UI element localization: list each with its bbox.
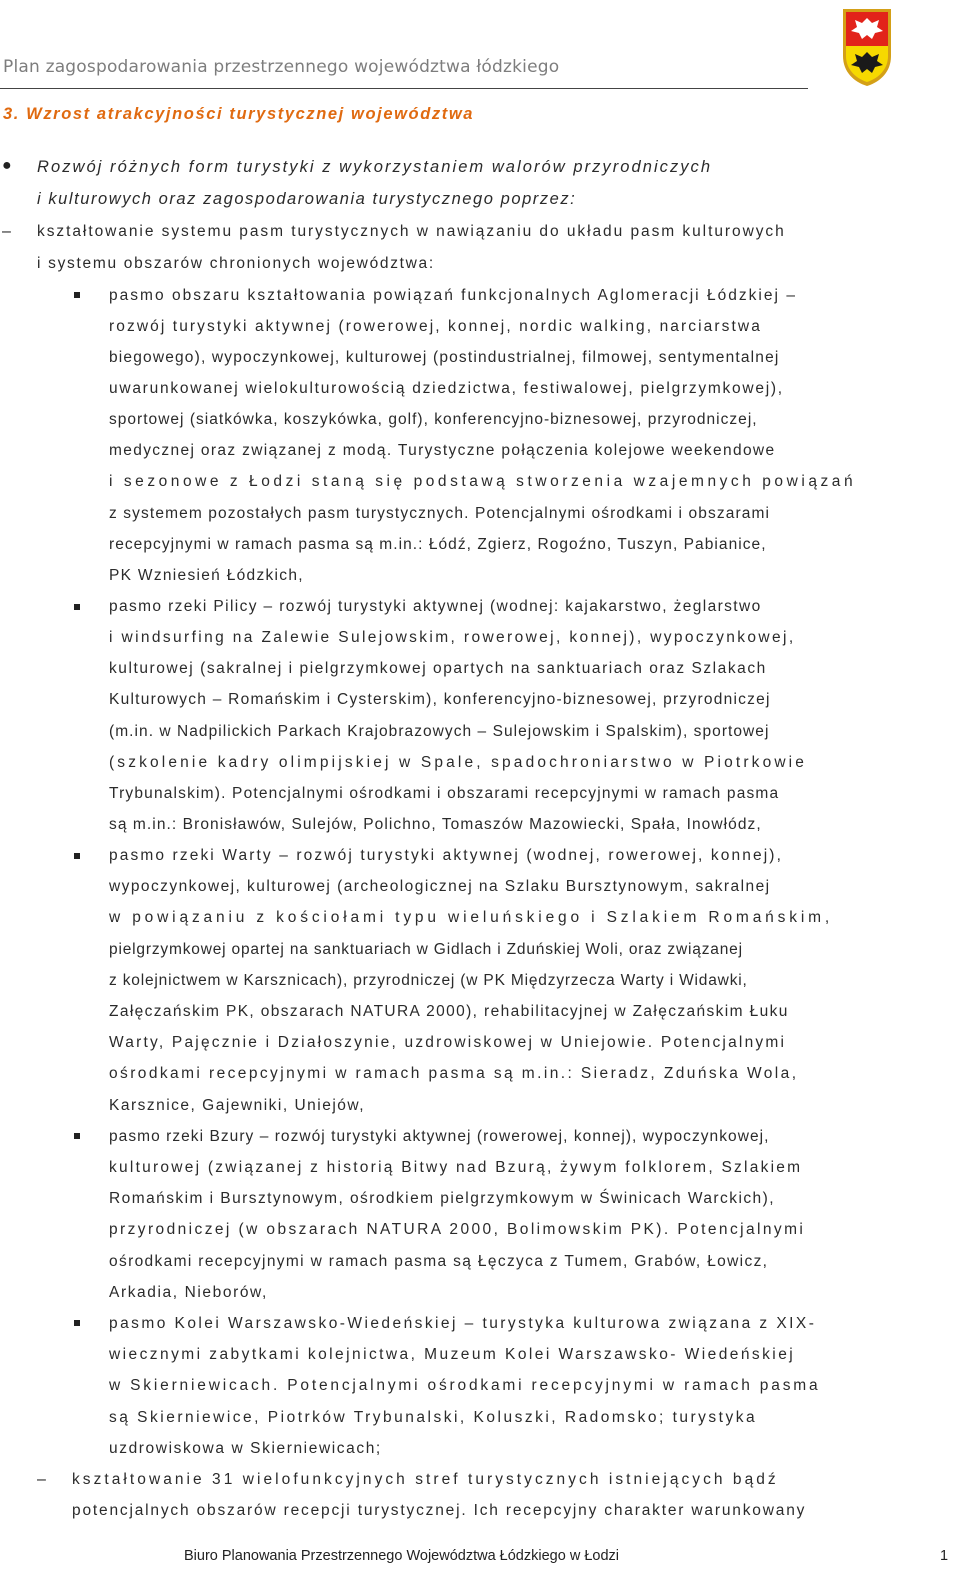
text-line: z kolejnictwem w Karsznicach), przyrodniczej (w PK Międzyrzecza Warty i Widawki, <box>109 972 748 989</box>
dash-marker-icon: – <box>37 1471 46 1488</box>
section-heading: 3. Wzrost atrakcyjności turystycznej województwa <box>3 105 475 123</box>
text-line: pielgrzymkowej opartej na sanktuariach w Gidlach i Zduńskiej Woli, oraz związanej <box>109 941 743 958</box>
text-line: przyrodniczej (w obszarach NATURA 2000, Bolimowskim PK). Potencjalnymi <box>109 1221 806 1238</box>
text-line: w powiązaniu z kościołami typu wieluńskiego i Szlakiem Romańskim, <box>109 909 834 926</box>
text-line: Romańskim i Bursztynowym, ośrodkiem pielgrzymkowym w Świnicach Warckich), <box>109 1190 775 1207</box>
text-line: uwarunkowanej wielokulturowością dziedzictwa, festiwalowej, pielgrzymkowej), <box>109 380 784 397</box>
text-line: pasmo rzeki Bzury – rozwój turystyki aktywnej (rowerowej, konnej), wypoczynkowej, <box>109 1128 770 1145</box>
dash-marker-icon: – <box>2 223 11 240</box>
bullet-dot-icon: ● <box>2 157 12 174</box>
text-line: sportowej (siatkówka, koszykówka, golf), konferencyjno-biznesowej, przyrodniczej, <box>109 411 758 428</box>
text-line: w Skierniewicach. Potencjalnymi ośrodkami recepcyjnymi w ramach pasma <box>109 1377 821 1394</box>
text-line: rozwój turystyki aktywnej (rowerowej, konnej, nordic walking, narciarstwa <box>109 318 762 335</box>
square-bullet-icon <box>74 292 80 298</box>
square-bullet-icon <box>74 853 80 859</box>
text-line: Karsznice, Gajewniki, Uniejów, <box>109 1097 366 1114</box>
text-line: i windsurfing na Zalewie Sulejowskim, rowerowej, konnej), wypoczynkowej, <box>109 629 796 646</box>
footer-text: Biuro Planowania Przestrzennego Województwa Łódzkiego w Łodzi <box>184 1548 619 1564</box>
text-line: kulturowej (związanej z historią Bitwy nad Bzurą, żywym folklorem, Szlakiem <box>109 1159 803 1176</box>
text-line: kształtowanie systemu pasm turystycznych w nawiązaniu do układu pasm kulturowych <box>37 223 786 240</box>
text-line: ośrodkami recepcyjnymi w ramach pasma są Łęczyca z Tumem, Grabów, Łowicz, <box>109 1253 769 1270</box>
text-line: potencjalnych obszarów recepcji turystycznej. Ich recepcyjny charakter warunkowany <box>72 1502 807 1519</box>
header-divider <box>0 88 808 89</box>
text-line: są m.in.: Bronisławów, Sulejów, Polichno, Tomaszów Mazowiecki, Spała, Inowłódz, <box>109 816 762 833</box>
text-line: Załęczańskim PK, obszarach NATURA 2000), rehabilitacyjnej w Załęczańskim Łuku <box>109 1003 789 1020</box>
text-line: wypoczynkowej, kulturowej (archeologicznej na Szlaku Bursztynowym, sakralnej <box>109 878 771 895</box>
text-line: wiecznymi zabytkami kolejnictwa, Muzeum Kolei Warszawsko- Wiedeńskiej <box>109 1346 796 1363</box>
text-line: i systemu obszarów chronionych województwa: <box>37 255 435 272</box>
text-line: pasmo obszaru kształtowania powiązań funkcjonalnych Aglomeracji Łódzkiej – <box>109 287 797 304</box>
text-line: PK Wzniesień Łódzkich, <box>109 567 304 584</box>
text-line: Trybunalskim). Potencjalnymi ośrodkami i obszarami recepcyjnymi w ramach pasma <box>109 785 780 802</box>
text-line: medycznej oraz związanej z modą. Turystyczne połączenia kolejowe weekendowe <box>109 442 776 459</box>
text-line: Warty, Pajęcznie i Działoszynie, uzdrowiskowej w Uniejowie. Potencjalnymi <box>109 1034 787 1051</box>
text-line: recepcyjnymi w ramach pasma są m.in.: Łódź, Zgierz, Rogoźno, Tuszyn, Pabianice, <box>109 536 767 553</box>
text-line: Rozwój różnych form turystyki z wykorzystaniem walorów przyrodniczych <box>37 158 713 176</box>
text-line: kulturowej (sakralnej i pielgrzymkowej opartych na sanktuariach oraz Szlakach <box>109 660 767 677</box>
text-line: uzdrowiskowa w Skierniewicach; <box>109 1440 382 1457</box>
text-line: z systemem pozostałych pasm turystycznych. Potencjalnymi ośrodkami i obszarami <box>109 505 771 522</box>
page-number: 1 <box>940 1548 949 1564</box>
text-line: biegowego), wypoczynkowej, kulturowej (postindustrialnej, filmowej, sentymentalnej <box>109 349 780 366</box>
text-line: pasmo rzeki Warty – rozwój turystyki aktywnej (wodnej, rowerowej, konnej), <box>109 847 784 864</box>
text-line: i sezonowe z Łodzi staną się podstawą stworzenia wzajemnych powiązań <box>109 473 857 490</box>
text-line: pasmo Kolei Warszawsko-Wiedeńskiej – turystyka kulturowa związana z XIX- <box>109 1315 817 1332</box>
text-line: pasmo rzeki Pilicy – rozwój turystyki aktywnej (wodnej: kajakarstwo, żeglarstwo <box>109 598 762 615</box>
lodz-voivodeship-coat-of-arms-icon <box>840 6 894 88</box>
text-line: i kulturowych oraz zagospodarowania turystycznego poprzez: <box>37 190 577 208</box>
document-title: Plan zagospodarowania przestrzennego województwa łódzkiego <box>3 57 560 77</box>
text-line: Kulturowych – Romańskim i Cysterskim), konferencyjno-biznesowej, przyrodniczej <box>109 691 771 708</box>
text-line: kształtowanie 31 wielofunkcyjnych stref turystycznych istniejących bądź <box>72 1471 779 1488</box>
square-bullet-icon <box>74 1133 80 1139</box>
text-line: (szkolenie kadry olimpijskiej w Spale, spadochroniarstwo w Piotrkowie <box>109 754 808 771</box>
text-line: Arkadia, Nieborów, <box>109 1284 268 1301</box>
square-bullet-icon <box>74 604 80 610</box>
text-line: są Skierniewice, Piotrków Trybunalski, Koluszki, Radomsko; turystyka <box>109 1409 758 1426</box>
text-line: ośrodkami recepcyjnymi w ramach pasma są m.in.: Sieradz, Zduńska Wola, <box>109 1065 799 1082</box>
text-line: (m.in. w Nadpilickich Parkach Krajobrazowych – Sulejowskim i Spalskim), sportowej <box>109 723 770 740</box>
square-bullet-icon <box>74 1320 80 1326</box>
